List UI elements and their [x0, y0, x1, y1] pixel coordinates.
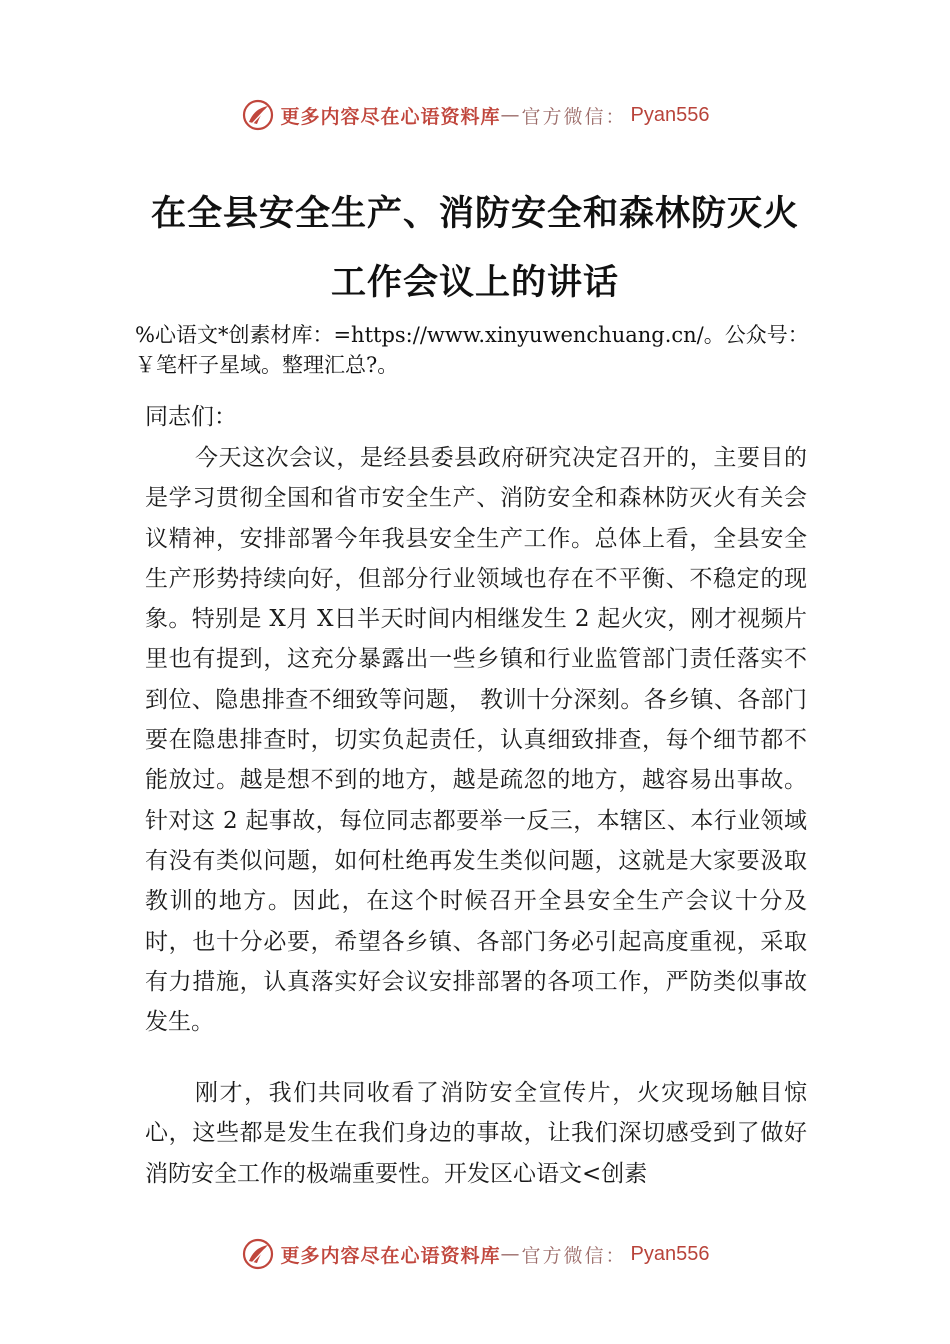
- greeting: 同志们：: [145, 404, 237, 430]
- banner-wechat-label: 官方微信：: [521, 105, 627, 128]
- banner-brand-text: 更多内容尽在心语资料库: [280, 1244, 501, 1267]
- banner-handle: Pyan556: [630, 1242, 710, 1265]
- brand-logo-icon: [241, 98, 275, 132]
- banner-wechat-label: 官方微信：: [521, 1244, 627, 1267]
- footer-watermark-banner: [0, 1234, 950, 1274]
- banner-separator: —: [500, 1243, 522, 1265]
- source-note: %心语文*创素材库：=https://www.xinyuwenchuang.cn/。公众号：￥笔杆子星域。整理汇总?。: [135, 323, 809, 377]
- document-title-line2: 工作会议上的讲话: [330, 262, 619, 303]
- banner-separator: —: [500, 104, 522, 126]
- banner-brand-text: 更多内容尽在心语资料库: [280, 105, 501, 128]
- document-title-line1: 在全县安全生产、消防安全和森林防灭火: [150, 193, 799, 234]
- banner-handle: Pyan556: [630, 103, 710, 126]
- body-paragraph-2: 刚才，我们共同收看了消防安全宣传片，火灾现场触目惊心，这些都是发生在我们身边的事故，让我们深切感受到了做好消防安全工作的极端重要性。开发区心语文<创素: [145, 1080, 807, 1187]
- header-watermark-banner: [0, 95, 950, 135]
- brand-logo-icon: [241, 1237, 275, 1271]
- body-paragraph-1: 今天这次会议，是经县委县政府研究决定召开的，主要目的是学习贯彻全国和省市安全生产、消防安全和森林防灭火有关会议精神，安排部署今年我县安全生产工作。总体上看，全县安全生产形势持续向好，但部分行业领域也存在不平衡、不稳定的现象。特别是 X月 X日半天时间内相继发生 2 起火灾，刚才视频片里也有提到，这充分暴露出一些乡镇和行业监管部门责任落实不到位、隐患排查不细致等问题， 教训十分深刻。各乡镇、各部门要在隐患排查时，切实负起责任，认真细致排查，每个细节都不能放过。越是想不到的地方，越是疏忽的地方，越容易出事故。针对这 2 起事故，每位同志都要举一反三，本辖区、本行业领域有没有类似问题，如何杜绝再发生类似问题，这就是大家要汲取教训的地方。因此，在这个时候召开全县安全生产会议十分及时，也十分必要，希望各乡镇、各部门务必引起高度重视，采取有力措施，认真落实好会议安排部署的各项工作，严防类似事故发生。: [145, 445, 807, 1036]
